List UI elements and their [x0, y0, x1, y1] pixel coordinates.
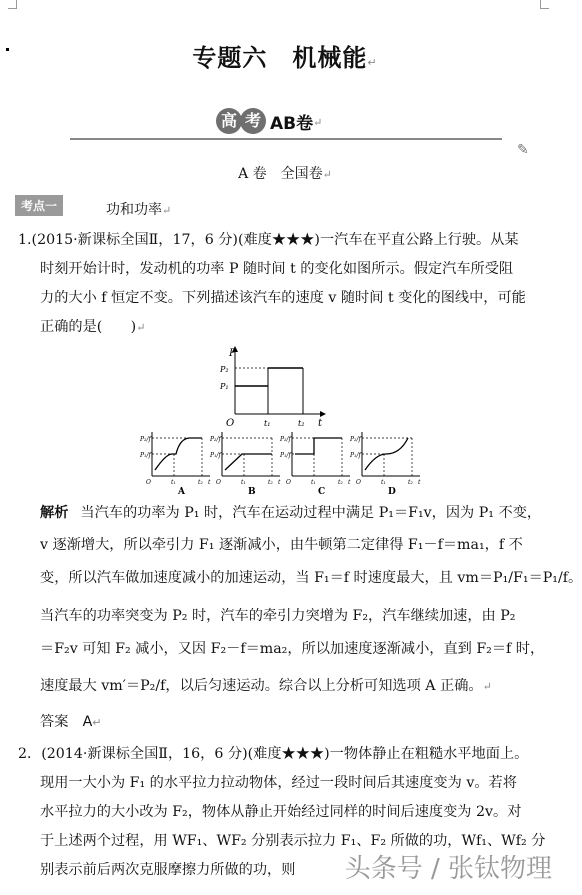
option-D-y-tick-p2: P₂/f: [350, 436, 361, 443]
option-B-origin: O: [216, 479, 221, 486]
main-x-tick-t2: t₂: [298, 419, 305, 428]
corner-mark-right: [540, 0, 549, 9]
kaodian-title: 功和功率↵: [106, 202, 172, 218]
option-C-y-tick-p1: P₁/f: [280, 452, 291, 459]
option-C-x-tick-t1: t₁: [311, 479, 316, 486]
option-B-y-tick-p2: P₂/f: [210, 436, 221, 443]
section-subtitle: A 卷 全国卷↵: [238, 166, 332, 182]
main-y-tick-p1: P₁: [220, 382, 229, 391]
option-C-curve: [295, 438, 342, 454]
option-D-x-tick-t1: t₁: [381, 479, 386, 486]
option-C-y-tick-p2: P₂/f: [280, 436, 291, 443]
q1-line-4: 正确的是( )↵: [40, 319, 146, 335]
option-A-x-label: t: [208, 479, 211, 486]
option-A-curve: [155, 438, 202, 470]
question-figure: [140, 344, 420, 496]
main-x-label: t: [318, 418, 323, 429]
q1-line-1: 1.(2015·新课标全国Ⅱ，17，6 分)(难度★★★)一汽车在平直公路上行驶。从某: [18, 232, 519, 248]
option-C-origin: O: [286, 479, 291, 486]
option-D-x-label: t: [418, 479, 421, 486]
q2-line-4: 于上述两个过程，用 WF₁、WF₂ 分别表示拉力 F₁、F₂ 所做的功，Wf₁、Wf₂ 分: [40, 833, 546, 849]
option-A-x-tick-t2: t₂: [198, 479, 203, 486]
option-C-x-label: t: [348, 479, 351, 486]
option-label-B: B: [248, 487, 256, 497]
option-B-curve: [225, 454, 272, 470]
badge-char-2: 考: [240, 108, 266, 134]
jiexi-line-5: ＝F₂v 可知 F₂ 减小，又因 F₂－f＝ma₂，所以加速度逐渐减小，直到 F₂＝f 时，: [40, 641, 545, 657]
jiexi-line-2: v 逐渐增大，所以牵引力 F₁ 逐渐减小，由牛顿第二定律得 F₁－f＝ma₁，f 不: [40, 537, 523, 553]
option-label-A: A: [178, 487, 185, 497]
main-y-tick-p2: P₂: [220, 365, 229, 374]
q2-line-2: 现用一大小为 F₁ 的水平拉力拉动物体，经过一段时间后其速度变为 v。若将: [40, 775, 517, 791]
main-y-label: P: [229, 348, 236, 359]
q2-line-5: 别表示前后两次克服摩擦力所做的功，则: [40, 862, 296, 878]
option-B-x-tick-t1: t₁: [241, 479, 246, 486]
jiexi-line-3: 变，所以汽车做加速度减小的加速运动，当 F₁＝f 时速度最大，且 vm＝P₁/F₁＝P₁/f。: [40, 570, 582, 586]
jiexi-line-6: 速度最大 vm′＝P₂/f，以后匀速运动。综合以上分析可知选项 A 正确。↵: [40, 678, 492, 694]
answer: 答案 A↵: [40, 714, 102, 730]
corner-mark-left: [8, 0, 17, 9]
main-x-tick-t1: t₁: [264, 419, 271, 428]
option-label-C: C: [318, 487, 326, 497]
header-rule: [70, 138, 502, 140]
q2-line-3: 水平拉力的大小改为 F₂，物体从静止开始经过同样的时间后速度变为 2v。对: [40, 804, 522, 820]
q1-line-3: 力的大小 f 恒定不变。下列描述该汽车的速度 v 随时间 t 变化的图线中，可能: [40, 290, 526, 306]
comment-mark-icon: ✎: [517, 142, 529, 158]
jiexi-line-4: 当汽车的功率突变为 P₂ 时，汽车的牵引力突增为 F₂，汽车继续加速，由 P₂: [40, 608, 516, 624]
option-B-y-tick-p1: P₁/f: [210, 452, 221, 459]
q1-line-2: 时刻开始计时，发动机的功率 P 随时间 t 的变化如图所示。假定汽车所受阻: [40, 261, 514, 277]
option-D-origin: O: [356, 479, 361, 486]
option-A-y-tick-p2: P₂/f: [140, 436, 151, 443]
page-title: 专题六 机械能↵: [192, 44, 378, 72]
main-origin: O: [226, 418, 235, 429]
badge-char-1: 高: [216, 108, 242, 134]
kaodian-tag: 考点一: [15, 195, 63, 216]
option-D-x-tick-t2: t₂: [408, 479, 413, 486]
badge-text: AB卷: [270, 114, 314, 134]
option-label-D: D: [388, 487, 396, 497]
option-B-x-tick-t2: t₂: [268, 479, 273, 486]
option-C-x-tick-t2: t₂: [338, 479, 343, 486]
watermark: 头条号 / 张钛物理: [344, 854, 552, 884]
q2-line-1: 2．(2014·新课标全国Ⅱ，16，6 分)(难度★★★)一物体静止在粗糙水平地面上。: [18, 746, 529, 762]
main-p-t-graph: [219, 346, 326, 429]
jiexi-label: 解析: [40, 505, 69, 521]
option-D-y-tick-p1: P₁/f: [350, 452, 361, 459]
option-B-x-label: t: [278, 479, 281, 486]
jiexi-line-1: 解析 当汽车的功率为 P₁ 时，汽车在运动过程中满足 P₁＝F₁v，因为 P₁ 不变，: [40, 505, 542, 521]
gaokao-badge: 高 考 AB卷↵: [216, 108, 322, 134]
option-A-origin: O: [146, 479, 151, 486]
option-A-y-tick-p1: P₁/f: [140, 452, 151, 459]
option-A-x-tick-t1: t₁: [171, 479, 176, 486]
